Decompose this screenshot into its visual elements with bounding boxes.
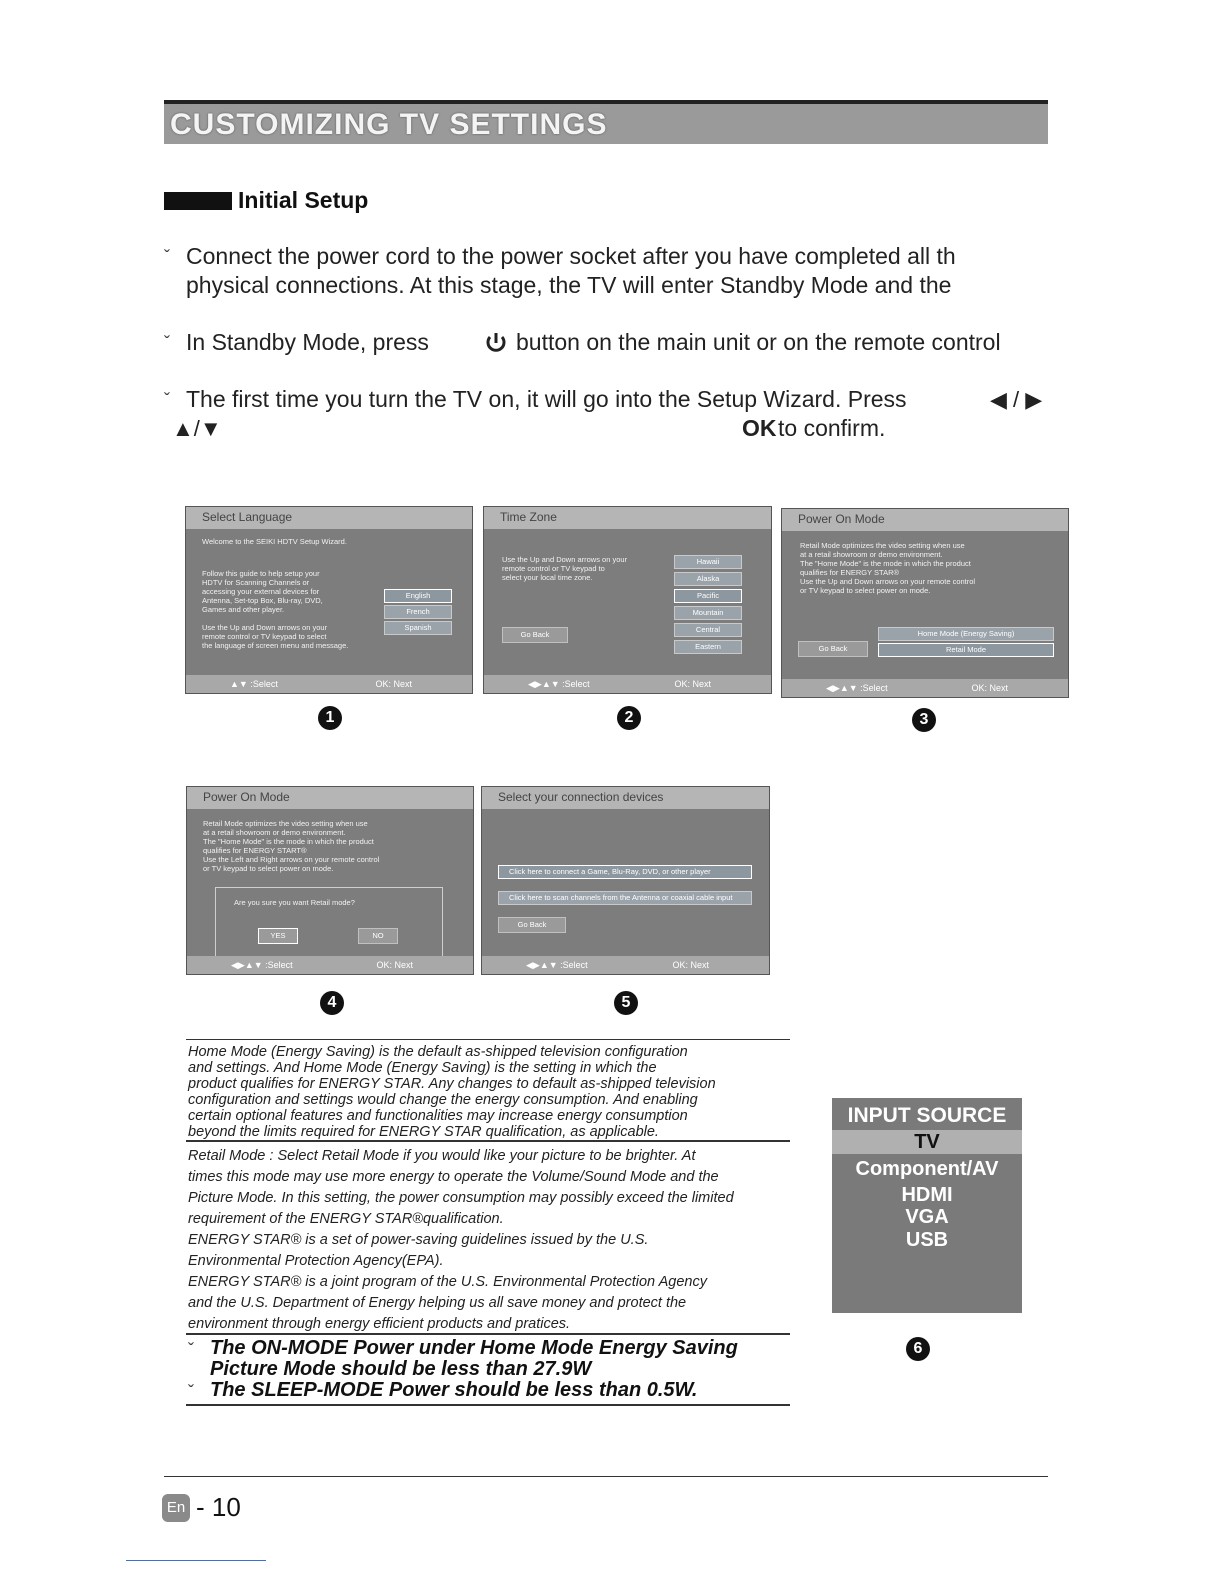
screen-connection-devices <box>481 786 770 975</box>
no-button[interactable]: NO <box>358 928 398 944</box>
screen-title: Select your connection devices <box>498 790 664 804</box>
ok-key: OK <box>742 415 777 441</box>
option-central[interactable]: Central <box>674 623 742 637</box>
go-back-button[interactable]: Go Back <box>502 627 568 643</box>
select-hint: ◀▶▲▼ :Select <box>231 960 293 970</box>
screen-text-line: Use the Up and Down arrows on your <box>502 555 628 564</box>
bullet-1-line-2: physical connections. At this stage, the TV will enter Standby Mode and the <box>186 272 952 298</box>
section-marker <box>164 192 232 210</box>
bullet-3-line-1: The first time you turn the TV on, it will go into the Setup Wizard. Press <box>186 386 907 412</box>
step-number-6: 6 <box>906 1337 930 1361</box>
input-tv[interactable]: TV <box>914 1131 940 1153</box>
screen-text-line: at a retail showroom or demo environment. <box>203 828 346 837</box>
screen-text-line: remote control or TV keypad to <box>502 564 605 573</box>
option-eastern[interactable]: Eastern <box>674 640 742 654</box>
bullet-mark: ˇ <box>164 390 170 410</box>
select-hint: ◀▶▲▼ :Select <box>528 679 590 689</box>
screen-text-line: HDTV for Scanning Channels or <box>202 578 310 587</box>
screen-text-line: The "Home Mode" is the mode in which the product <box>800 559 971 568</box>
option-retail-mode[interactable]: Retail Mode <box>878 643 1054 657</box>
screen-title: Select Language <box>202 510 293 524</box>
page-header-title: CUSTOMIZING TV SETTINGS <box>170 108 608 141</box>
screen-text-line: The "Home Mode" is the mode in which the product <box>203 837 374 846</box>
option-alaska[interactable]: Alaska <box>674 572 742 586</box>
note-retail-mode: Retail Mode : Select Retail Mode if you would like your picture to be brighter. At times this mode may use more energy to operate the Volume/Sound Mode and the Picture Mode. In this setting, the power consumption may possibly exceed the limited requirement of the ENERGY STAR®qualification. ENERGY STAR® is a set of power-saving guidelines issued by the U.S. Environmental Protection Agency(EPA). ENERGY STAR® is a joint program of the U.S. Environmental Protection Agency and the U.S. Department of Energy helping us all save money and protect the environment through energy efficient products and pratices. <box>188 1148 734 1332</box>
select-hint: ▲▼ :Select <box>230 679 278 689</box>
next-hint: OK: Next <box>376 960 413 970</box>
go-back-button[interactable]: Go Back <box>498 917 566 933</box>
bullet-2-text-post: button on the main unit or on the remote control <box>516 329 1001 355</box>
screen-text-line: Games and other player. <box>202 605 285 614</box>
next-hint: OK: Next <box>375 679 412 689</box>
note-rule <box>186 1140 790 1142</box>
screen-text-line: Antenna, Set-top Box, Blu-ray, DVD, <box>202 596 323 605</box>
confirm-text: to confirm. <box>778 415 886 441</box>
step-number-2: 2 <box>617 706 641 730</box>
option-english[interactable]: English <box>384 589 452 603</box>
screen-text-line: Retail Mode optimizes the video setting when use <box>800 541 965 550</box>
go-back-button[interactable]: Go Back <box>798 641 868 657</box>
screen-text-line: Use the Up and Down arrows on your remote control <box>800 577 976 586</box>
note-sleep-mode: The SLEEP-MODE Power should be less than 0.5W. <box>210 1379 698 1401</box>
screen-power-on-mode-confirm <box>186 786 474 975</box>
input-usb[interactable]: USB <box>905 1229 949 1251</box>
note-rule-bottom <box>186 1404 790 1406</box>
screen-text-line: Use the Left and Right arrows on your remote control <box>203 855 380 864</box>
next-hint: OK: Next <box>672 960 709 970</box>
screen-title: Power On Mode <box>798 512 885 526</box>
step-number-5: 5 <box>614 991 638 1015</box>
screen-title: Time Zone <box>500 510 557 524</box>
language-badge: En <box>162 1494 190 1522</box>
select-hint: ◀▶▲▼ :Select <box>526 960 588 970</box>
screen-text-line: remote control or TV keypad to select <box>202 632 327 641</box>
input-component-av[interactable]: Component/AV <box>855 1158 999 1180</box>
section-title: Initial Setup <box>238 187 369 213</box>
screen-power-on-mode <box>781 508 1069 698</box>
option-scan-channels[interactable]: Click here to scan channels from the Antenna or coaxial cable input <box>498 891 752 905</box>
screen-text-line: Use the Up and Down arrows on your <box>202 623 328 632</box>
screen-text-line: accessing your external devices for <box>202 587 320 596</box>
screen-text-line: at a retail showroom or demo environment. <box>800 550 943 559</box>
bullet-1-line-1: Connect the power cord to the power socket after you have completed all th <box>186 243 956 269</box>
screen-text-line: Follow this guide to help setup your <box>202 569 320 578</box>
footer-link-line <box>126 1560 266 1561</box>
option-hawaii[interactable]: Hawaii <box>674 555 742 569</box>
page-number: - 10 <box>196 1492 241 1522</box>
bullet-mark: ˇ <box>164 333 170 353</box>
screen-text-line: qualifies for ENERGY STAR® <box>800 568 900 577</box>
note-rule <box>186 1333 790 1335</box>
note-home-mode: Home Mode (Energy Saving) is the default as-shipped television configuration and settings. And Home Mode (Energy Saving) is the setting in which the product qualifies for ENERGY STAR. Any changes to default as-shipped television configuration and settings would change the energy consumption. And enabling certain optional features and functionalities may increase energy consumption beyond the limits required for ENERGY STAR qualification, as applicable. <box>188 1044 716 1140</box>
screen-select-language <box>185 506 473 694</box>
screen-title: Power On Mode <box>203 790 290 804</box>
screen-welcome: Welcome to the SEIKI HDTV Setup Wizard. <box>202 537 347 546</box>
select-hint: ◀▶▲▼ :Select <box>826 683 888 693</box>
screen-text-line: select your local time zone. <box>502 573 593 582</box>
next-hint: OK: Next <box>674 679 711 689</box>
screen-text-line: qualifies for ENERGY START® <box>203 846 307 855</box>
screen-text-line: or TV keypad to select power on mode. <box>203 864 334 873</box>
option-pacific[interactable]: Pacific <box>674 589 742 603</box>
option-mountain[interactable]: Mountain <box>674 606 742 620</box>
input-source-title: INPUT SOURCE <box>847 1104 1007 1127</box>
screen-text-line: Retail Mode optimizes the video setting when use <box>203 819 368 828</box>
confirm-question: Are you sure you want Retail mode? <box>234 898 355 907</box>
note-on-mode-line-1: The ON-MODE Power under Home Mode Energy Saving <box>210 1337 738 1359</box>
input-source-menu <box>832 1098 1022 1313</box>
power-icon <box>482 331 510 355</box>
next-hint: OK: Next <box>971 683 1008 693</box>
screen-text-line: the language of screen menu and message. <box>202 641 349 650</box>
input-hdmi[interactable]: HDMI <box>901 1184 953 1206</box>
screen-text-line: or TV keypad to select power on mode. <box>800 586 931 595</box>
option-spanish[interactable]: Spanish <box>384 621 452 635</box>
footer-rule <box>164 1476 1048 1477</box>
note-rule-top <box>186 1039 790 1040</box>
up-down-arrows: ▲/▼ <box>172 416 222 441</box>
step-number-1: 1 <box>318 706 342 730</box>
step-number-4: 4 <box>320 991 344 1015</box>
bullet-mark: ˇ <box>188 1340 194 1360</box>
option-french[interactable]: French <box>384 605 452 619</box>
bullet-2-text: In Standby Mode, press <box>186 329 429 355</box>
option-connect-player[interactable]: Click here to connect a Game, Blu-Ray, DVD, or other player <box>498 865 752 879</box>
bullet-mark: ˇ <box>164 247 170 267</box>
confirm-dialog <box>215 887 443 957</box>
yes-button[interactable]: YES <box>258 928 298 944</box>
note-on-mode-line-2: Picture Mode should be less than 27.9W <box>210 1358 592 1380</box>
bullet-mark: ˇ <box>188 1382 194 1402</box>
page-header-bar <box>164 100 1048 144</box>
screen-time-zone <box>483 506 772 694</box>
input-vga[interactable]: VGA <box>905 1206 949 1228</box>
option-home-mode[interactable]: Home Mode (Energy Saving) <box>878 627 1054 641</box>
left-right-arrows: ◀ / ▶ <box>990 387 1043 412</box>
step-number-3: 3 <box>912 708 936 732</box>
